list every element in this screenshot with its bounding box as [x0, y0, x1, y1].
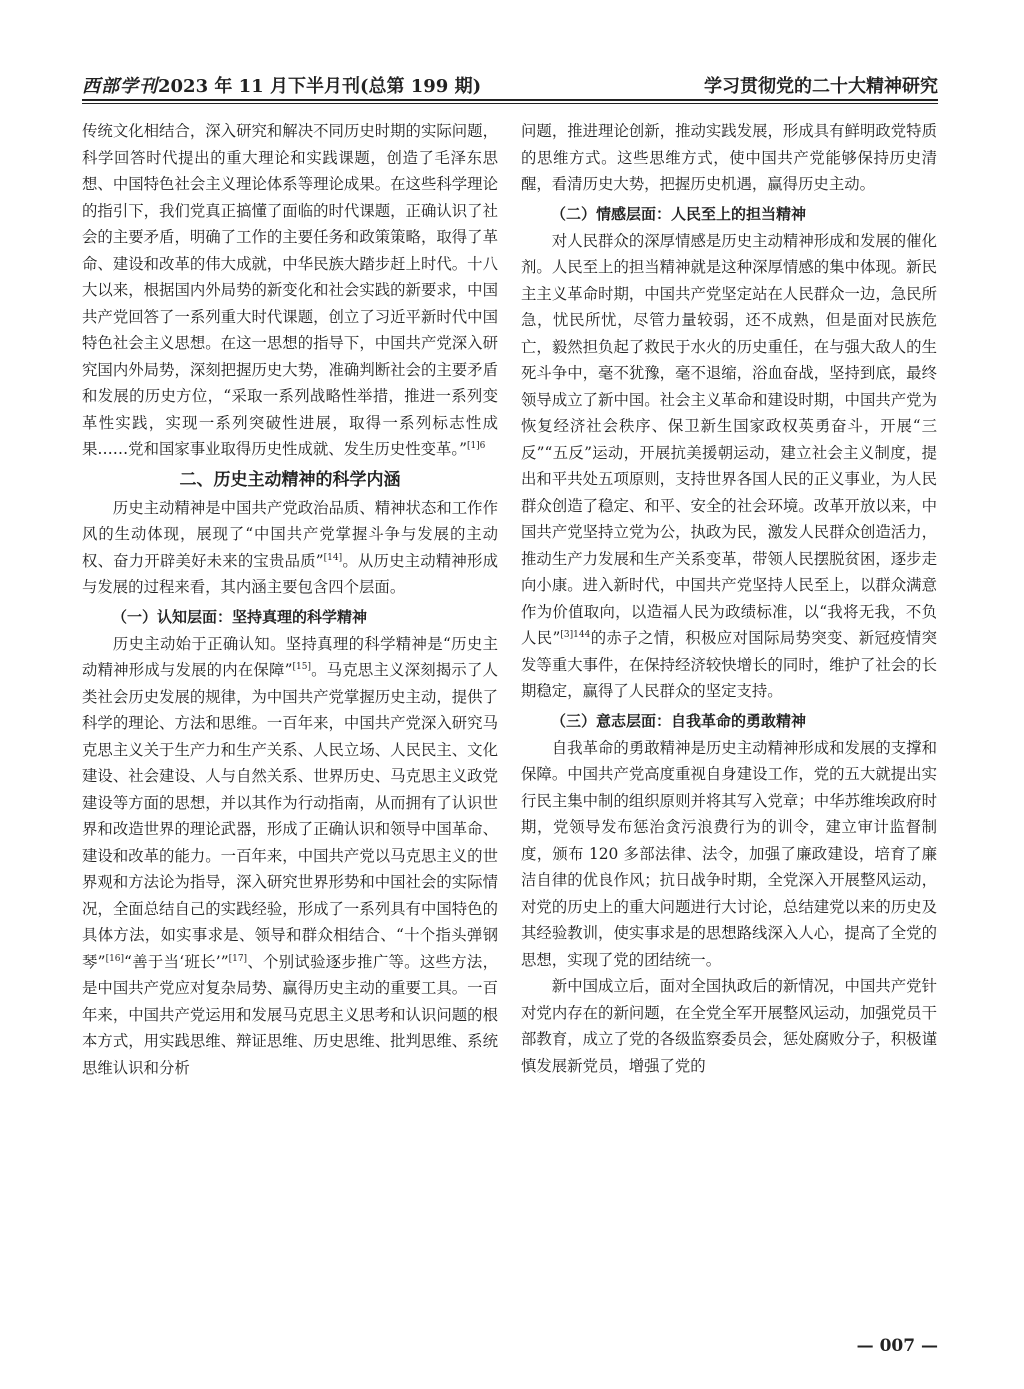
subsection-heading: （一）认知层面：坚持真理的科学精神: [112, 607, 368, 626]
subsection-heading: （三）意志层面：自我革命的勇敢精神: [551, 711, 807, 730]
paragraph: 自我革命的勇敢精神是历史主动精神形成和发展的支撑和保障。中国共产党高度重视自身建设工作，党的五大就提出实行民主集中制的组织原则并将其写入党章；中华苏维埃政府时期，党领导发布惩治贪污浪费行为的训令，建立审计监督制度，颁布 120 多部法律、法令，加强了廉政建设，培育了廉洁自律的优良作风；抗日战争时期，全党深入开展整风运动，对党的历史上的重大问题进行大讨论，总结建党以来的历史及其经验教训，使实事求是的思想路线深入人心，提高了全党的思想，实现了党的团结统一。: [521, 738, 937, 969]
section-title: 学习贯彻党的二十大精神研究: [704, 76, 938, 97]
paragraph-text: 对人民群众的深厚情感是历史主动精神形成和发展的催化剂。人民至上的担当精神就是这种深厚情感的集中体现。新民主主义革命时期，中国共产党坚定站在人民群众一边，急民所急，忧民所忧，尽管力量较弱，还不成熟，但是面对民族危亡，毅然担负起了救民于水火的历史重任，在与强大敌人的生死斗争中，毫不犹豫，毫不退缩，浴血奋战，坚持到底，最终领导成立了新中国。社会主义革命和建设时期，中国共产党为恢复经济社会秩序、保卫新生国家政权英勇奋斗，开展“三反”“五反”运动，开展抗美援朝运动，建立社会主义制度，提出和平共处五项原则，支持世界各国人民的正义事业，为人民群众创造了稳定、和平、安全的社会环境。改革开放以来，中国共产党坚持立党为公，执政为民，激发人民群众创造活力，推动生产力发展和生产关系变革，带领人民摆脱贫困，逐步走向小康。进入新时代，中国共产党坚持人民至上，以群众满意作为价值取向，以造福人民为政绩标准，以“我将无我，不负人民”: [521, 231, 937, 647]
citation: [16]: [105, 953, 125, 964]
citation: [14]: [323, 552, 343, 563]
paragraph: [82, 118, 498, 463]
citation: [17]: [228, 953, 248, 964]
running-header: [82, 72, 938, 98]
citation: [1]6: [466, 440, 486, 451]
paragraph-text: 历史主动精神是中国共产党政治品质、精神状态和工作作风的生动体现，展现了“中国共产党掌握斗争与发展的主动权、奋力开辟美好未来的宝贵品质”: [82, 498, 498, 570]
paragraph-text: 。从历史主动精神形成与发展的过程来看，其内涵主要包含四个层面。: [82, 551, 498, 596]
left-column: [82, 118, 498, 1081]
journal-issue-line: [82, 72, 481, 98]
paragraph-text: “善于当‘班长’”: [124, 952, 229, 971]
paragraph: [82, 495, 498, 601]
paragraph: [521, 228, 937, 705]
header-rule-thin: [82, 103, 938, 104]
paragraph-text: 。马克思主义深刻揭示了人类社会历史发展的规律，为中国共产党掌握历史主动，提供了科学的理论、方法和思维。一百年来，中国共产党深入研究马克思主义关于生产力和生产关系、人民立场、人民民主、文化建设、社会建设、人与自然关系、世界历史、马克思主义政党建设等方面的思想，并以其作为行动指南，从而拥有了认识世界和改造世界的理论武器，形成了正确认识和领导中国革命、建设和改革的能力。一百年来，中国共产党以马克思主义的世界观和方法论为指导，深入研究世界形势和中国社会的实际情况，全面总结自己的实践经验，形成了一系列具有中国特色的具体方法，如实事求是、领导和群众相结合、“十个指头弹钢琴”: [82, 661, 498, 971]
paragraph: [82, 631, 498, 1082]
page-number: — 007 —: [856, 1336, 938, 1356]
citation: [3]144: [560, 629, 591, 640]
section-heading: 二、历史主动精神的科学内涵: [179, 469, 401, 490]
citation: [15]: [292, 661, 311, 672]
header-rule-thick: [82, 99, 938, 101]
right-column: [521, 118, 937, 1079]
paragraph: 问题，推进理论创新，推动实践发展，形成具有鲜明政党特质的思维方式。这些思维方式，使中国共产党能够保持历史清醒，看清历史大势，把握历史机遇，赢得历史主动。: [521, 122, 937, 193]
paragraph-text: 传统文化相结合，深入研究和解决不同历史时期的实际问题，科学回答时代提出的重大理论和实践课题，创造了毛泽东思想、中国特色社会主义理论体系等理论成果。在这些科学理论的指引下，我们党真正搞懂了面临的时代课题，正确认识了社会的主要矛盾，明确了工作的主要任务和政策策略，取得了革命、建设和改革的伟大成就，中华民族大踏步赶上时代。十八大以来，根据国内外局势的新变化和社会实践的新要求，中国共产党回答了一系列重大时代课题，创立了习近平新时代中国特色社会主义思想。在这一思想的指导下，中国共产党深入研究国内外局势，深刻把握历史大势，准确判断社会的主要矛盾和发展的历史方位，“采取一系列战略性举措，推进一系列变革性实践，实现一系列突破性进展，取得一系列标志性成果……党和国家事业取得历史性成就、发生历史性变革。”: [82, 122, 498, 458]
journal-logo: 西部学刊: [82, 76, 158, 97]
paragraph-text: 的赤子之情，积极应对国际局势突变、新冠疫情突发等重大事件，在保持经济较快增长的同时，维护了社会的长期稳定，赢得了人民群众的坚定支持。: [521, 629, 937, 700]
issue-label: 2023 年 11 月下半月刊(总第 199 期): [158, 76, 482, 97]
subsection-heading: （二）情感层面：人民至上的担当精神: [551, 204, 807, 223]
paragraph: 新中国成立后，面对全国执政后的新情况，中国共产党针对党内存在的新问题，在全党全军开展整风运动，加强党员干部教育，成立了党的各级监察委员会，惩处腐败分子，积极谨慎发展新党员，增强了党的: [521, 977, 937, 1075]
paragraph-text: 历史主动始于正确认知。坚持真理的科学精神是“历史主动精神形成与发展的内在保障”: [82, 634, 498, 679]
paragraph-text: 、个别试验逐步推广等。这些方法，是中国共产党应对复杂局势、赢得历史主动的重要工具。一百年来，中国共产党运用和发展马克思主义思考和认识问题的根本方式，用实践思维、辩证思维、历史思维、批判思维、系统思维认识和分析: [82, 952, 498, 1077]
